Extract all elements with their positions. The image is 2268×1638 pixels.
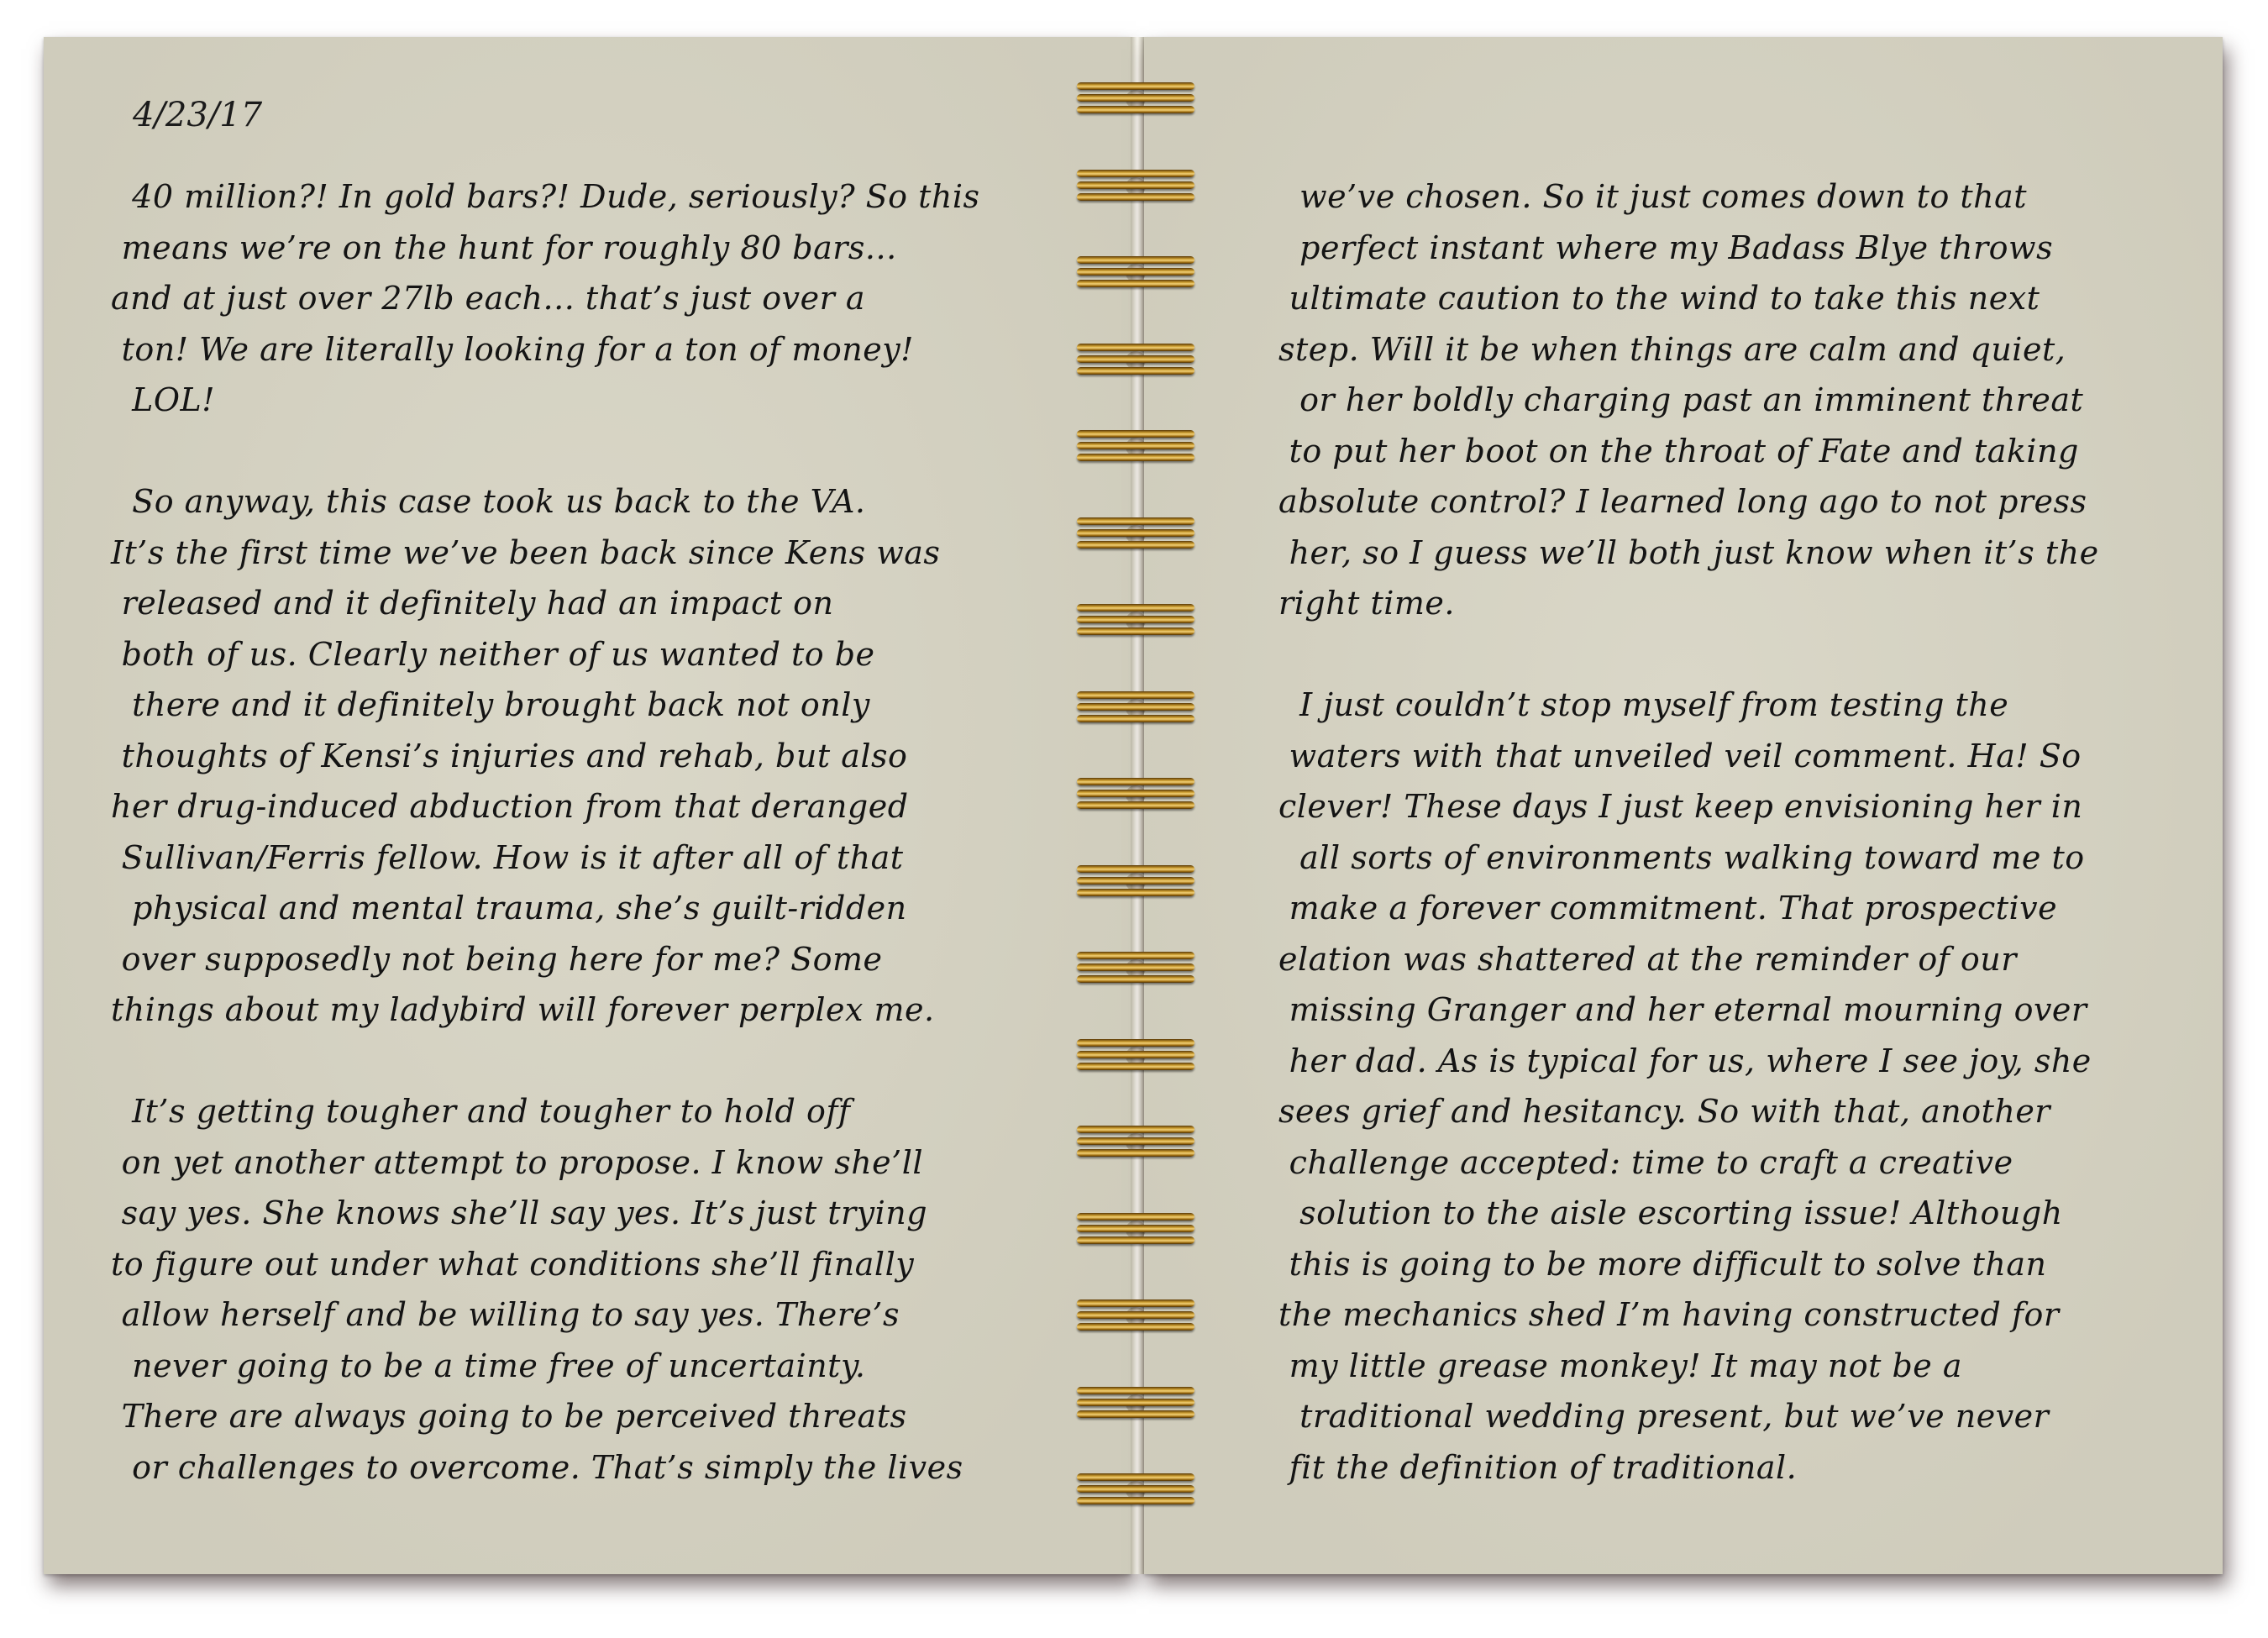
spiral-ring — [1077, 428, 1194, 464]
spiral-ring — [1077, 342, 1194, 377]
spiral-binding — [1068, 81, 1203, 1559]
spiral-ring — [1077, 1385, 1194, 1420]
spiral-ring — [1077, 690, 1194, 725]
spiral-ring — [1077, 81, 1194, 116]
spiral-ring — [1077, 950, 1194, 985]
spiral-ring — [1077, 1472, 1194, 1507]
spiral-ring — [1077, 1211, 1194, 1247]
right-page-text: we’ve chosen. So it just comes down to that perfect instant where my Badass Blye throws ultimate caution to the wind to take this next step. Will it be when things are calm and quiet, or her boldly charging past an imminent threat to put her boot on the throat of Fate and taking absolute control? I learned long ago to not press her, so I guess we’ll both just know when it’s the right time. I just couldn’t stop myself from testing the waters with that unveiled veil comment. Ha! So clever! These days I just keep envisioning her in all sorts of environments walking toward me to make a forever commitment. That prospective elation was shattered at the reminder of our missing Granger and her eternal mourning over her dad. As is typical for us, where I see joy, she sees grief and hesitancy. So with that, another challenge accepted: time to craft a creative solution to the aisle escorting issue! Although this is going to be more difficult to solve than the mechanics shed I’m having constructed for my little grease monkey! It may not be a traditional wedding present, but we’ve never fit the definition of traditional. — [1278, 178, 2099, 1486]
spiral-ring — [1077, 776, 1194, 811]
spiral-ring — [1077, 168, 1194, 203]
entry-date: 4/23/17 — [133, 96, 263, 134]
left-page-text: 40 million?! In gold bars?! Dude, seriously? So this means we’re on the hunt for roughly 80 bars... and at just over 27lb each... that’s just over a ton! We are literally looking for a ton of money! LOL! So anyway, this case took us back to the VA. It’s the first time we’ve been back since Kens was released and it definitely had an impact on both of us. Clearly neither of us wanted to be there and it definitely brought back not only thoughts of Kensi’s injuries and rehab, but also her drug-induced abduction from that deranged Sullivan/Ferris fellow. How is it after all of that physical and mental trauma, she’s guilt-ridden over supposedly not being here for me? Some things about my ladybird will forever perplex me. It’s getting tougher and tougher to hold off on yet another attempt to propose. I know she’ll say yes. She knows she’ll say yes. It’s just trying to figure out under what conditions she’ll finally allow herself and be willing to say yes. There’s never going to be a time free of uncertainty. There are always going to be perceived threats or challenges to overcome. That’s simply the lives — [111, 178, 980, 1486]
left-page — [44, 37, 1131, 1574]
spiral-ring — [1077, 1037, 1194, 1073]
spiral-ring — [1077, 864, 1194, 899]
right-page — [1144, 37, 2223, 1574]
spiral-ring — [1077, 1124, 1194, 1159]
spiral-ring — [1077, 602, 1194, 638]
spiral-ring — [1077, 516, 1194, 551]
spiral-ring — [1077, 1298, 1194, 1333]
spiral-ring — [1077, 255, 1194, 290]
